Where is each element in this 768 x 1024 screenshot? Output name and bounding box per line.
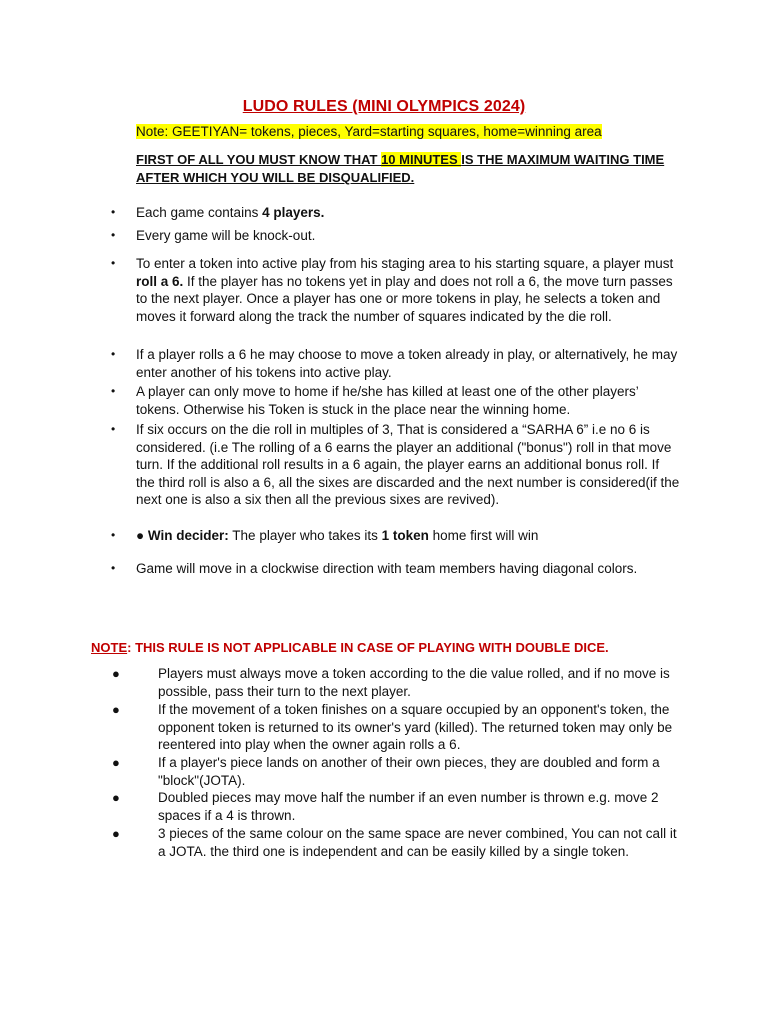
bullet-icon: • — [111, 384, 116, 398]
bullet-icon: ● — [112, 702, 120, 717]
bullet-icon: • — [111, 561, 116, 575]
rule-text: If a player rolls a 6 he may choose to move a token already in play, or alternatively, he may enter another of his tokens into active play. — [136, 347, 678, 380]
warning-text-after: IS THE MAXIMUM WAITING TIME AFTER WHICH YOU WILL BE DISQUALIFIED. — [136, 152, 665, 185]
bullet-icon: • — [111, 256, 116, 270]
rule-bold: 1 token — [381, 528, 429, 543]
double-dice-rule-item — [112, 701, 683, 754]
terminology-note-text: Note: GEETIYAN= tokens, pieces, Yard=starting squares, home=winning area — [136, 124, 602, 139]
warning-highlight: 10 MINUTES — [381, 152, 462, 167]
rule-item — [111, 383, 681, 418]
double-dice-rule-item — [112, 665, 683, 700]
rule-text-continued: home first will win — [428, 528, 539, 543]
bullet-icon: • — [111, 228, 116, 242]
bullet-icon: ● — [112, 666, 120, 681]
bullet-icon: ● — [112, 755, 120, 770]
bullet-icon: • — [111, 422, 116, 436]
rule-text: To enter a token into active play from his staging area to his starting square, a player must — [136, 256, 674, 271]
rule-item — [111, 255, 681, 325]
rule-text: Game will move in a clockwise direction with team members having diagonal colors. — [136, 561, 638, 576]
bullet-icon: ● — [112, 826, 120, 841]
rule-text: Every game will be knock-out. — [136, 228, 316, 243]
rule-text: If a player's piece lands on another of their own pieces, they are doubled and form a "block"(JOTA). — [158, 755, 660, 788]
rule-text: Each game contains — [136, 205, 263, 220]
rule-text: 3 pieces of the same colour on the same space are never combined, You can not call it a JOTA. the third one is independent and can be easily killed by a single token. — [158, 826, 677, 859]
double-dice-rule-item — [112, 825, 683, 860]
page-title: LUDO RULES (MINI OLYMPICS 2024) — [242, 98, 526, 115]
rule-item — [111, 560, 681, 578]
double-dice-note — [91, 640, 609, 655]
note-label: NOTE — [91, 640, 128, 655]
double-dice-rule-item — [112, 754, 683, 789]
rule-text: Doubled pieces may move half the number if an even number is thrown e.g. move 2 spaces if a 4 is thrown. — [158, 790, 659, 823]
rule-text: Players must always move a token according to the die value rolled, and if no move is possible, pass their turn to the next player. — [158, 666, 670, 699]
note-text: : THIS RULE IS NOT APPLICABLE IN CASE OF PLAYING WITH DOUBLE DICE. — [127, 640, 609, 655]
rule-text: If the movement of a token finishes on a square occupied by an opponent's token, the opponent token is returned to its owner's yard (killed). The returned token may only be reentered into play when the owner again rolls a 6. — [158, 702, 673, 752]
rule-item — [111, 346, 681, 381]
rule-text-continued: If the player has no tokens yet in play and does not roll a 6, the move turn passes to the next player. Once a player has one or more tokens in play, he selects a token and moves it forward along the track the number of squares indicated by the die roll. — [136, 273, 673, 324]
rule-item — [111, 421, 681, 509]
rule-item — [111, 227, 681, 245]
double-dice-rule-item — [112, 789, 683, 824]
rule-inline-bullet: ● — [136, 528, 148, 543]
rule-text: The player who takes its — [228, 528, 382, 543]
terminology-note — [136, 124, 602, 139]
rule-bold: roll a 6. — [136, 273, 184, 289]
warning-text-before: FIRST OF ALL YOU MUST KNOW THAT — [136, 152, 382, 167]
rule-item-win-decider — [111, 527, 681, 545]
rule-bold: Win decider: — [147, 528, 229, 543]
rule-text: If six occurs on the die roll in multiples of 3, That is considered a “SARHA 6” i.e no 6 is considered. (i.e The rolling of a 6 earns the player an additional ("bonus") roll in that move turn. If the additional roll results in a 6 again, the player earns an additional bonus roll. If the third roll is also a 6, all the sixes are discarded and the next number is considered(if the next one is also a six then all the previous sixes are revived). — [136, 422, 680, 507]
bullet-icon: • — [111, 528, 116, 542]
waiting-time-warning — [136, 151, 696, 187]
bullet-icon: • — [111, 205, 116, 219]
rule-item — [111, 204, 681, 222]
rule-text: A player can only move to home if he/she has killed at least one of the other players’ tokens. Otherwise his Token is stuck in the place near the winning home. — [136, 384, 639, 417]
bullet-icon: ● — [112, 790, 120, 805]
rule-bold: 4 players. — [262, 205, 325, 220]
bullet-icon: • — [111, 347, 116, 361]
